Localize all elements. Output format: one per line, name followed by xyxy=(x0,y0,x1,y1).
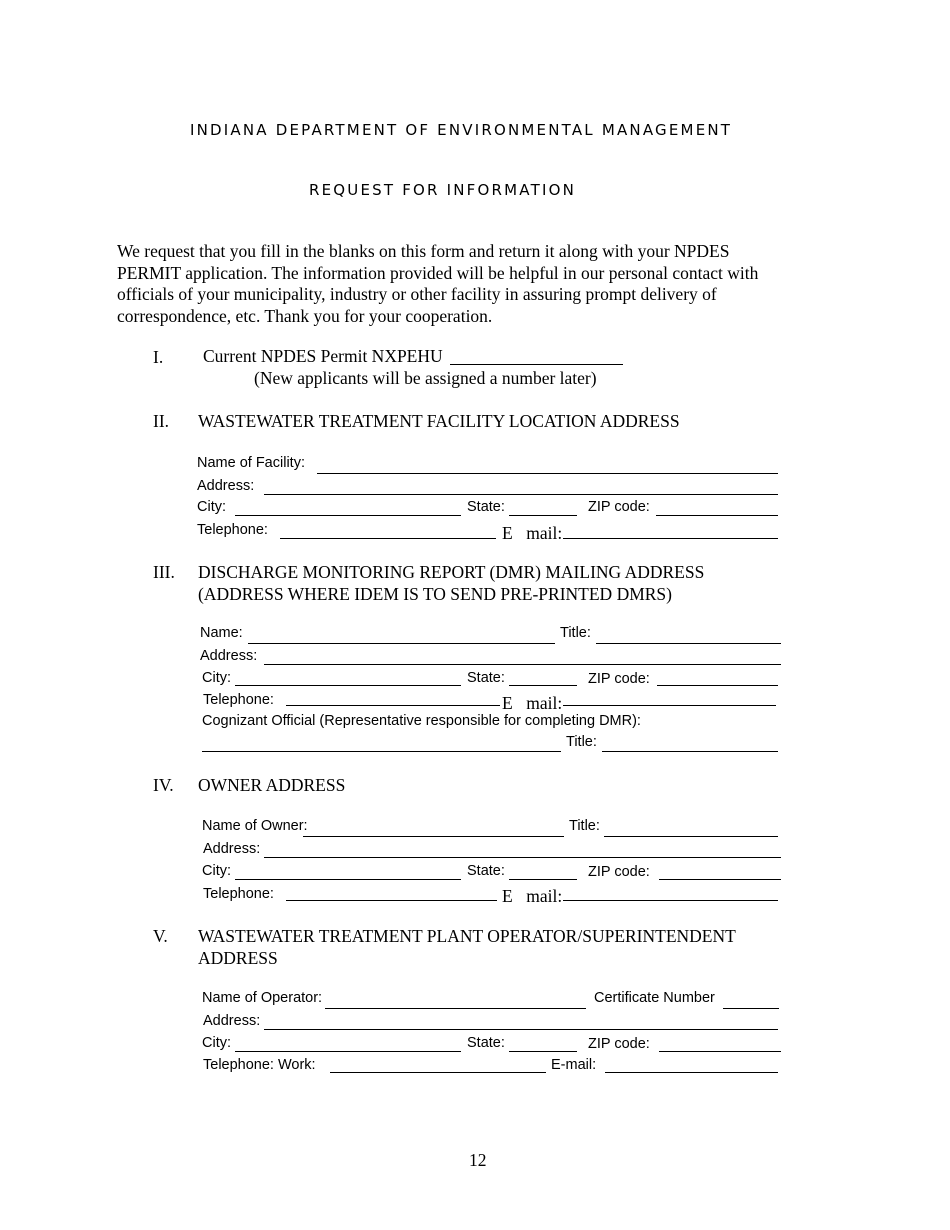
facility-state-label: State: xyxy=(467,499,505,515)
operator-address-field[interactable] xyxy=(264,1029,778,1030)
dmr-name-field[interactable] xyxy=(248,643,555,644)
facility-phone-label: Telephone: xyxy=(197,522,268,538)
intro-line: PERMIT application. The information provided will be helpful in our personal contact with xyxy=(117,262,759,283)
owner-title-label: Title: xyxy=(569,818,600,834)
operator-city-field[interactable] xyxy=(235,1051,461,1052)
operator-state-label: State: xyxy=(467,1035,505,1051)
owner-zip-field[interactable] xyxy=(659,879,781,880)
dmr-title-field[interactable] xyxy=(596,643,781,644)
section-4-title: OWNER ADDRESS xyxy=(198,775,346,795)
owner-state-field[interactable] xyxy=(509,879,577,880)
certificate-number-label: Certificate Number xyxy=(594,990,715,1006)
permit-number-label: Current NPDES Permit NXPEHU xyxy=(203,346,443,366)
operator-zip-field[interactable] xyxy=(659,1051,781,1052)
owner-phone-label: Telephone: xyxy=(203,886,274,902)
dmr-name-label: Name: xyxy=(200,625,243,641)
dmr-email-field[interactable] xyxy=(563,705,776,706)
operator-email-field[interactable] xyxy=(605,1072,778,1073)
owner-phone-field[interactable] xyxy=(286,900,497,901)
dmr-title-label: Title: xyxy=(560,625,591,641)
section-3-title-line2: (ADDRESS WHERE IDEM IS TO SEND PRE-PRINTED DMRS) xyxy=(198,584,672,604)
section-5-title-line1: WASTEWATER TREATMENT PLANT OPERATOR/SUPERINTENDENT xyxy=(198,926,736,946)
owner-email-field[interactable] xyxy=(563,900,778,901)
operator-state-field[interactable] xyxy=(509,1051,577,1052)
operator-city-label: City: xyxy=(202,1035,231,1051)
intro-paragraph xyxy=(117,241,837,327)
cognizant-official-label: Cognizant Official (Representative responsible for completing DMR): xyxy=(202,713,641,729)
dmr-state-label: State: xyxy=(467,670,505,686)
section-5-number: V. xyxy=(153,926,168,946)
cognizant-official-field[interactable] xyxy=(202,751,561,752)
facility-phone-field[interactable] xyxy=(280,538,496,539)
facility-address-field[interactable] xyxy=(264,494,778,495)
operator-phone-label: Telephone: Work: xyxy=(203,1057,316,1073)
section-3-number: III. xyxy=(153,562,175,582)
operator-phone-field[interactable] xyxy=(330,1072,546,1073)
dmr-city-field[interactable] xyxy=(235,685,461,686)
official-title-label: Title: xyxy=(566,734,597,750)
permit-number-field[interactable] xyxy=(450,364,623,365)
section-2-title: WASTEWATER TREATMENT FACILITY LOCATION ADDRESS xyxy=(198,411,680,431)
dmr-zip-label: ZIP code: xyxy=(588,671,650,687)
facility-name-label: Name of Facility: xyxy=(197,455,305,471)
owner-title-field[interactable] xyxy=(604,836,778,837)
section-1-number: I. xyxy=(153,347,164,367)
operator-zip-label: ZIP code: xyxy=(588,1036,650,1052)
facility-email-field[interactable] xyxy=(563,538,778,539)
dmr-state-field[interactable] xyxy=(509,685,577,686)
form-title: REQUEST FOR INFORMATION xyxy=(309,181,576,199)
owner-name-field[interactable] xyxy=(303,836,564,837)
dmr-zip-field[interactable] xyxy=(657,685,778,686)
dmr-phone-label: Telephone: xyxy=(203,692,274,708)
facility-state-field[interactable] xyxy=(509,515,577,516)
owner-zip-label: ZIP code: xyxy=(588,864,650,880)
permit-note: (New applicants will be assigned a number later) xyxy=(254,368,597,388)
agency-title: INDIANA DEPARTMENT OF ENVIRONMENTAL MANAGEMENT xyxy=(190,121,733,139)
operator-name-field[interactable] xyxy=(325,1008,586,1009)
facility-email-label: E mail: xyxy=(502,523,563,543)
section-3-title-line1: DISCHARGE MONITORING REPORT (DMR) MAILING ADDRESS xyxy=(198,562,705,582)
dmr-city-label: City: xyxy=(202,670,231,686)
facility-name-field[interactable] xyxy=(317,473,778,474)
owner-address-field[interactable] xyxy=(264,857,781,858)
dmr-address-label: Address: xyxy=(200,648,258,664)
owner-address-label: Address: xyxy=(203,841,261,857)
dmr-email-label: E mail: xyxy=(502,693,563,713)
owner-name-label: Name of Owner: xyxy=(202,818,308,834)
intro-line: officials of your municipality, industry or other facility in assuring prompt delivery of xyxy=(117,284,717,304)
facility-zip-field[interactable] xyxy=(656,515,778,516)
operator-name-label: Name of Operator: xyxy=(202,990,323,1006)
certificate-number-field[interactable] xyxy=(723,1008,779,1009)
section-2-number: II. xyxy=(153,411,170,431)
section-5-title-line2: ADDRESS xyxy=(198,948,278,968)
owner-city-label: City: xyxy=(202,863,231,879)
operator-email-label: E-mail: xyxy=(551,1057,597,1073)
owner-city-field[interactable] xyxy=(235,879,461,880)
owner-email-label: E mail: xyxy=(502,886,563,906)
owner-state-label: State: xyxy=(467,863,505,879)
facility-address-label: Address: xyxy=(197,478,255,494)
facility-zip-label: ZIP code: xyxy=(588,499,650,515)
operator-address-label: Address: xyxy=(203,1013,261,1029)
page-number: 12 xyxy=(469,1150,487,1170)
intro-line: We request that you fill in the blanks on this form and return it along with your NPDES xyxy=(117,241,730,261)
section-4-number: IV. xyxy=(153,775,174,795)
facility-city-field[interactable] xyxy=(235,515,461,516)
facility-city-label: City: xyxy=(197,499,226,515)
intro-line: correspondence, etc. Thank you for your cooperation. xyxy=(117,305,493,326)
dmr-phone-field[interactable] xyxy=(286,705,500,706)
official-title-field[interactable] xyxy=(602,751,778,752)
dmr-address-field[interactable] xyxy=(264,664,781,665)
